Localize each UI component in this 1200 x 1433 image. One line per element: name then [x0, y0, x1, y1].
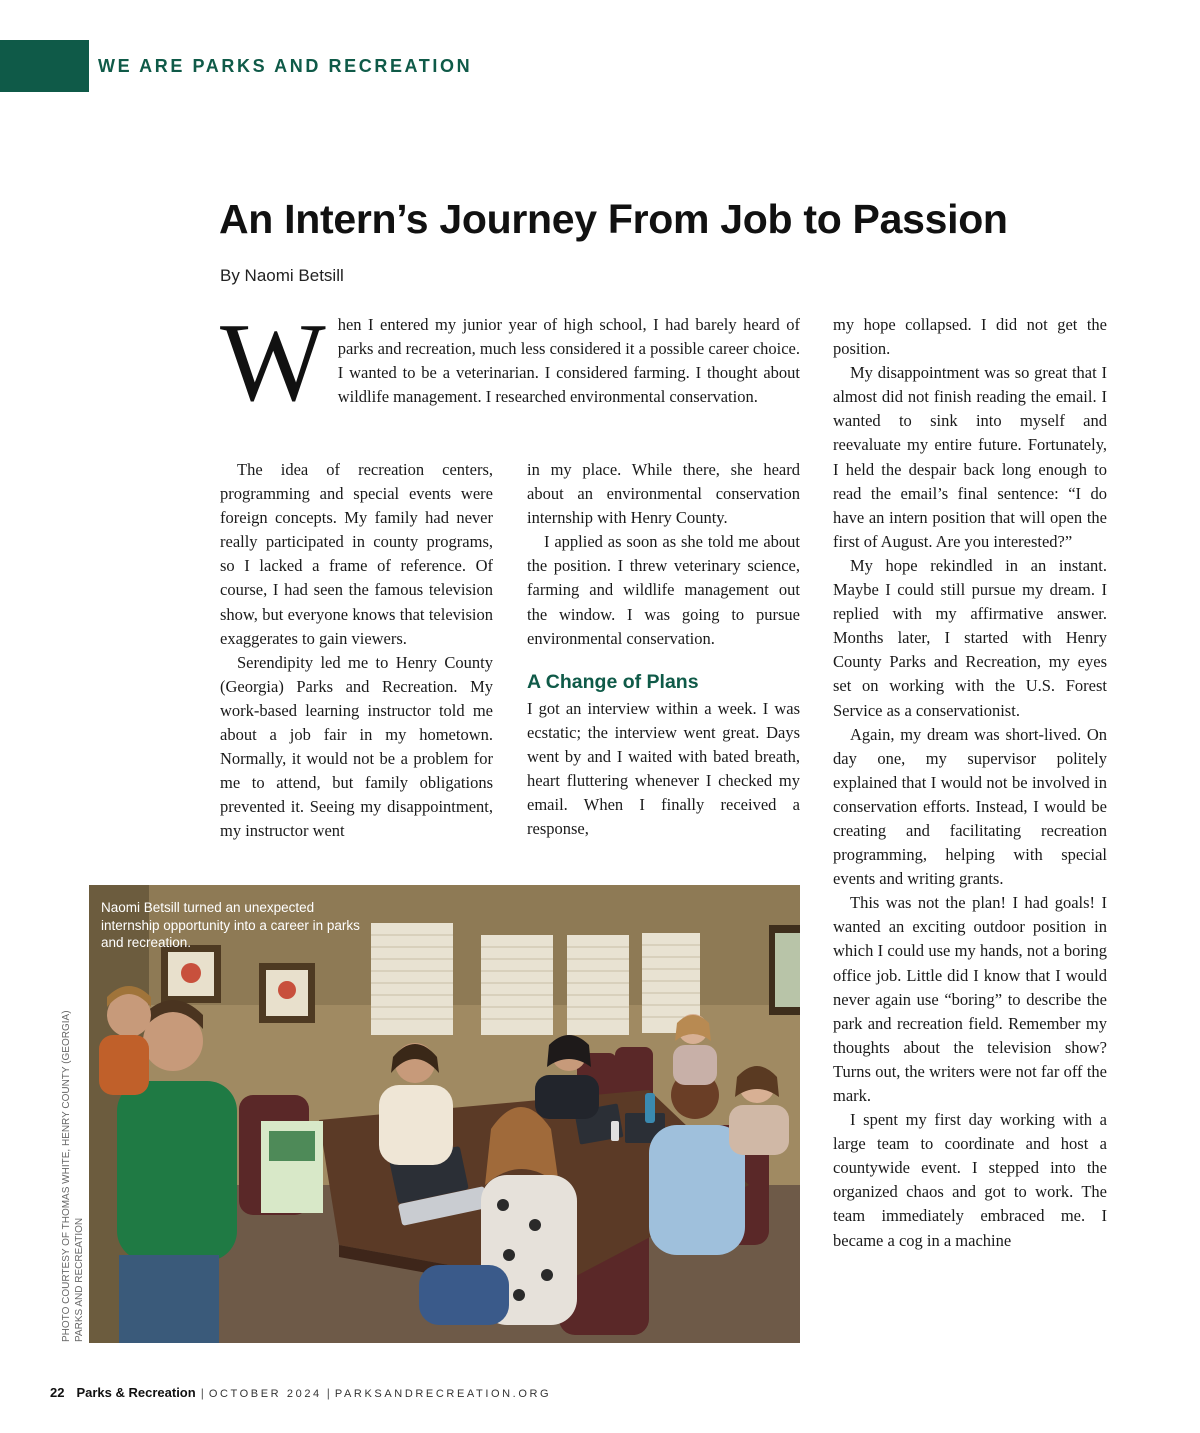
byline: By Naomi Betsill [220, 266, 344, 285]
page-number: 22 [50, 1385, 65, 1400]
issue-date: OCTOBER 2024 [208, 1388, 322, 1400]
website: PARKSANDRECREATION.ORG [334, 1388, 552, 1400]
column-3 [833, 313, 1107, 1353]
paragraph: My disappointment was so great that I almost did not finish reading the email. I wanted to sink into myself and reevaluate my entire future. Fortunately, I held the despair back long enough to read the email’s final sentence: “I do have an intern position that will open the first of August. Are you interested?” [833, 363, 1107, 551]
photo-credit: PHOTO COURTESY OF THOMAS WHITE, HENRY COUNTY (GEORGIA) PARKS AND RECREATION [61, 1010, 85, 1342]
paragraph: Again, my dream was short-lived. On day one, my supervisor politely explained that I would not be involved in conservation efforts. Instead, I would be creating and facilitating recreation programming, helping with special events and writing grants. [833, 724, 1107, 889]
page-footer [50, 1385, 551, 1400]
subhead: A Change of Plans [527, 670, 699, 693]
section-color-bar [0, 40, 89, 92]
intro-paragraph [220, 301, 800, 425]
photo-caption: Naomi Betsill turned an unexpected internship opportunity into a career in parks and recreation. [101, 900, 360, 950]
column-2 [527, 458, 800, 841]
column-1 [220, 458, 493, 844]
meeting-room-photo [89, 885, 800, 1343]
drop-cap: W [220, 301, 326, 425]
footer-separator: | [200, 1386, 204, 1400]
article-photo [89, 885, 800, 1343]
paragraph: I spent my first day working with a large team to coordinate and host a countywide event. I stepped into the organized chaos and got to work. The team immediately embraced me. I became a cog in a machine [833, 1110, 1107, 1250]
intro-text: hen I entered my junior year of high school, I had barely heard of parks and recreation, much less considered it a possible career choice. I wanted to be a veterinarian. I considered farming. I thought about wildlife management. I researched environmental conservation. [337, 315, 800, 407]
paragraph: My hope rekindled in an instant. Maybe I could still pursue my dream. I replied with my affirmative answer. Months later, I started with Henry County Parks and Recreation, my eyes set on working with the U.S. Forest Service as a conservationist. [833, 555, 1107, 720]
paragraph: I got an interview within a week. I was ecstatic; the interview went great. Days went by and I waited with bated breath, heart fluttering whenever I checked my email. When I finally received a response, [527, 698, 800, 839]
paragraph: This was not the plan! I had goals! I wanted an exciting outdoor position in which I could use my hands, not a boring office job. Little did I know that I would never again use “boring” to describe the park and recreation field. Remember my thoughts about the television show? Turns out, the writers were not far off the mark. [833, 893, 1107, 1105]
paragraph: I applied as soon as she told me about the position. I threw veterinary science, farming and wildlife management out the window. I was going to pursue environmental conservation. [527, 532, 800, 648]
paragraph: The idea of recreation centers, programming and special events were foreign concepts. My family had never really participated in county programs, so I lacked a frame of reference. Of course, I had seen the famous television show, but everyone knows that television exaggerates to gain viewers. [220, 460, 493, 648]
article-title: An Intern’s Journey From Job to Passion [219, 196, 1008, 242]
paragraph: my hope collapsed. I did not get the position. [833, 315, 1107, 359]
section-label: WE ARE PARKS AND RECREATION [98, 56, 473, 76]
paragraph: Serendipity led me to Henry County (Georgia) Parks and Recreation. My work-based learning instructor told me about a job fair in my hometown. Normally, it would not be a problem for me to attend, but family obligations prevented it. Seeing my disappointment, my instructor went [220, 652, 493, 841]
magazine-name: Parks & Recreation [76, 1385, 196, 1400]
paragraph: in my place. While there, she heard about an environmental conservation internship with Henry County. [527, 460, 800, 528]
footer-separator: | [326, 1386, 330, 1400]
